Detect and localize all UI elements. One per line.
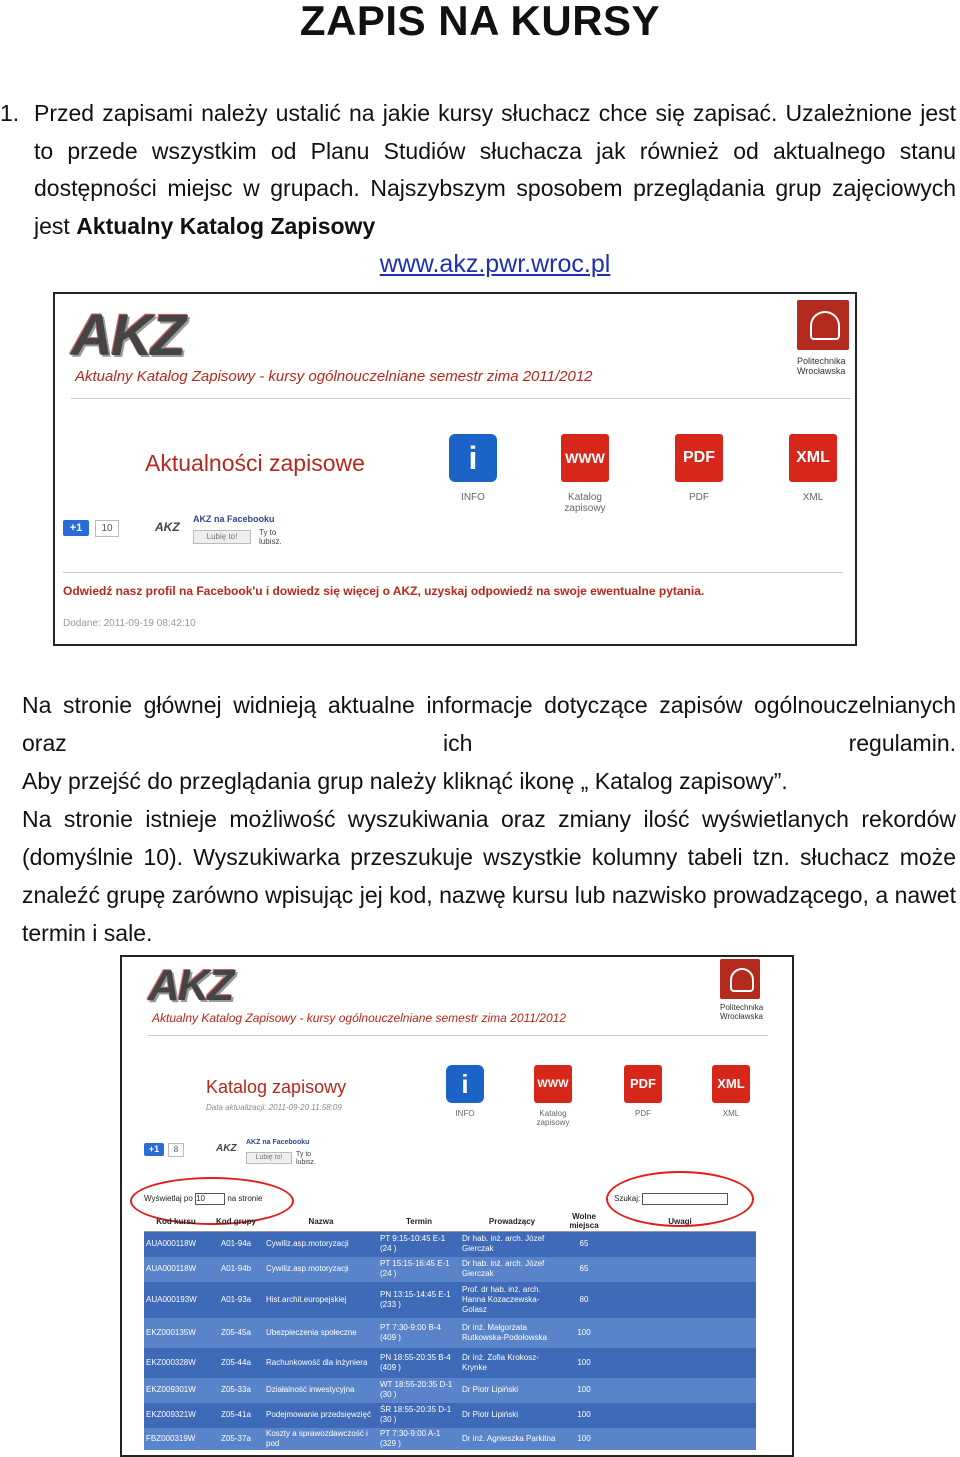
pwr-name: Politechnika Wrocławska — [797, 356, 846, 376]
gplus-count: 8 — [168, 1143, 184, 1157]
table-cell: Z05-37a — [208, 1428, 264, 1450]
news-date: Dodane: 2011-09-19 08:42:10 — [63, 618, 196, 629]
table-row[interactable] — [144, 1318, 756, 1348]
page-length-select[interactable]: 10 — [195, 1193, 225, 1205]
table-row[interactable] — [144, 1257, 756, 1282]
divider — [63, 572, 843, 573]
table-cell — [604, 1403, 756, 1428]
xml-label[interactable]: XML — [802, 492, 824, 503]
list-number: 1. — [0, 100, 20, 126]
screenshot-akz-home — [53, 292, 857, 646]
akz-link[interactable]: www.akz.pwr.wroc.pl — [379, 250, 611, 278]
xml-icon[interactable]: XML — [712, 1065, 750, 1103]
akz-logo[interactable]: AKZ — [71, 303, 185, 368]
table-cell — [604, 1257, 756, 1282]
table-cell: PN 18:55-20:35 B-4 (409 ) — [378, 1348, 460, 1378]
table-cell — [604, 1318, 756, 1348]
table-row[interactable] — [144, 1428, 756, 1450]
fb-page-link[interactable]: AKZ na Facebooku — [193, 514, 275, 524]
fb-akz-logo: AKZ — [216, 1143, 237, 1154]
table-cell: FBZ000319W — [144, 1428, 208, 1450]
course-table — [144, 1211, 756, 1450]
page-length-label: Wyświetlaj po — [144, 1194, 193, 1204]
table-cell — [604, 1232, 756, 1257]
table-cell: A01-93a — [208, 1282, 264, 1318]
akz-logo[interactable]: AKZ — [148, 961, 233, 1010]
table-cell: Dr hab. inż. arch. Józef Gierczak — [460, 1257, 564, 1282]
info-icon[interactable]: i — [449, 434, 497, 482]
table-cell: Rachunkowość dla inżyniera — [264, 1348, 378, 1378]
table-cell: Z05-33a — [208, 1378, 264, 1403]
catalog-label[interactable]: Katalog zapisowy — [536, 1109, 570, 1127]
gplus-button[interactable]: +1 — [144, 1143, 164, 1156]
table-cell: EKZ009301W — [144, 1378, 208, 1403]
table-cell: EKZ000135W — [144, 1318, 208, 1348]
pdf-label[interactable]: PDF — [635, 1109, 651, 1118]
table-cell: ŚR 18:55-20:35 D-1 (30 ) — [378, 1403, 460, 1428]
news-message: Odwiedź nasz profil na Facebook'u i dowiedz się więcej o AKZ, uzyskaj odpowiedź na swoje ewentualne pytania. — [63, 584, 705, 598]
pdf-label[interactable]: PDF — [689, 492, 709, 503]
table-cell: AUA000193W — [144, 1282, 208, 1318]
table-cell: 65 — [564, 1232, 604, 1257]
fb-like-status: Ty to lubisz. — [259, 528, 282, 546]
gplus-button[interactable]: +1 — [63, 520, 89, 536]
col-header[interactable]: Prowadzący — [460, 1211, 564, 1232]
table-cell: Ubezpieczenia społeczne — [264, 1318, 378, 1348]
pwr-crest-icon — [720, 959, 760, 999]
fb-like-button[interactable]: Lubię to! — [193, 530, 251, 544]
table-cell — [604, 1378, 756, 1403]
table-cell: Hist.archit.europejskiej — [264, 1282, 378, 1318]
pdf-icon[interactable]: PDF — [624, 1065, 662, 1103]
screenshot-akz-catalog — [120, 955, 794, 1457]
table-cell: Cywiliz.asp.motoryzacji — [264, 1257, 378, 1282]
table-cell: WT 18:55-20:35 D-1 (30 ) — [378, 1378, 460, 1403]
www-icon[interactable]: WWW — [534, 1065, 572, 1103]
paragraph-2: Na stronie głównej widnieją aktualne informacje dotyczące zapisów ogólnouczelnianych oraz ich regulamin. — [22, 692, 956, 756]
intro-paragraph — [34, 95, 956, 245]
intro-text: Przed zapisami należy ustalić na jakie kursy słuchacz chce się zapisać. Uzależnione jest to przede wszystkim od Planu Studiów słuchacza jak również od aktualnego stanu dostępności miejsc w grupach. Najszybszym sposobem przeglądania grup zajęciowych jest — [34, 100, 956, 239]
table-cell: Cywiliz.asp.motoryzacji — [264, 1232, 378, 1257]
table-cell: A01-94a — [208, 1232, 264, 1257]
table-cell: Z05-45a — [208, 1318, 264, 1348]
pwr-crest-icon — [797, 300, 849, 350]
table-row[interactable] — [144, 1403, 756, 1428]
pdf-icon[interactable]: PDF — [675, 434, 723, 482]
info-label[interactable]: INFO — [455, 1109, 475, 1118]
fb-like-button[interactable]: Lubię to! — [246, 1152, 292, 1164]
col-header[interactable]: Kod kursu — [144, 1211, 208, 1232]
col-header[interactable]: Nazwa — [264, 1211, 378, 1232]
info-icon[interactable]: i — [446, 1065, 484, 1103]
table-cell: 65 — [564, 1257, 604, 1282]
table-cell: Koszty a sprawozdawczość i pod — [264, 1428, 378, 1450]
table-row[interactable] — [144, 1282, 756, 1318]
update-date: Data aktualizacji: 2011-09-20 11:58:09 — [206, 1103, 342, 1112]
xml-icon[interactable]: XML — [789, 434, 837, 482]
table-cell: Dr Piotr Lipiński — [460, 1378, 564, 1403]
paragraph-4: Na stronie istnieje możliwość wyszukiwania oraz zmiany ilość wyświetlanych rekordów (domyślnie 10). Wyszukiwarka przeszukuje wszystkie kolumny tabeli tzn. słuchacz może znaleźć grupę zarówno wpisując jej kod, nazwę kursu lub nazwisko prowadzącego, a nawet termin i sale. — [22, 806, 956, 946]
table-cell: Z05-41a — [208, 1403, 264, 1428]
fb-akz-logo: AKZ — [155, 520, 180, 534]
table-cell — [604, 1282, 756, 1318]
table-cell: AUA000118W — [144, 1257, 208, 1282]
col-header[interactable]: Kod grupy — [208, 1211, 264, 1232]
fb-page-link[interactable]: AKZ na Facebooku — [246, 1139, 310, 1146]
search-label: Szukaj: — [614, 1194, 641, 1204]
table-row[interactable] — [144, 1378, 756, 1403]
table-cell: Dr hab. inż. arch. Józef Gierczak — [460, 1232, 564, 1257]
gplus-count: 10 — [95, 520, 119, 537]
table-cell — [604, 1428, 756, 1450]
table-cell: 100 — [564, 1403, 604, 1428]
table-cell: Działalność inwestycyjna — [264, 1378, 378, 1403]
table-cell: 100 — [564, 1348, 604, 1378]
table-cell: 100 — [564, 1378, 604, 1403]
section-title: Katalog zapisowy — [206, 1077, 347, 1097]
divider — [148, 1035, 768, 1036]
table-cell: Dr inż. Zofia Krokosz-Krynke — [460, 1348, 564, 1378]
www-icon[interactable]: WWW — [561, 434, 609, 482]
info-label[interactable]: INFO — [461, 492, 485, 503]
table-cell: EKZ009321W — [144, 1403, 208, 1428]
page-length-suffix: na stronie — [227, 1194, 263, 1204]
table-row[interactable] — [144, 1232, 756, 1257]
col-header[interactable]: Termin — [378, 1211, 460, 1232]
table-cell — [604, 1348, 756, 1378]
table-cell: Prof. dr hab. inż. arch. Hanna Kozaczewska-Golasz — [460, 1282, 564, 1318]
akz-subtitle: Aktualny Katalog Zapisowy - kursy ogólnouczelniane semestr zima 2011/2012 — [75, 368, 593, 385]
catalog-label[interactable]: Katalog zapisowy — [564, 492, 606, 514]
table-cell: 80 — [564, 1282, 604, 1318]
intro-bold: Aktualny Katalog Zapisowy — [76, 212, 376, 239]
table-cell: AUA000118W — [144, 1232, 208, 1257]
table-cell: Dr inż. Małgorzata Rutkowska-Podołowska — [460, 1318, 564, 1348]
table-cell: EKZ000328W — [144, 1348, 208, 1378]
table-header — [144, 1211, 756, 1232]
col-header[interactable]: Uwagi — [604, 1211, 756, 1232]
pwr-name: Politechnika Wrocławska — [720, 1003, 764, 1021]
table-cell: PT 15:15-16:45 E-1 (24 ) — [378, 1257, 460, 1282]
fb-like-status: Ty to lubisz. — [296, 1151, 316, 1166]
section-title: Aktualności zapisowe — [145, 450, 365, 476]
table-cell: PT 7:30-9:00 A-1 (329 ) — [378, 1428, 460, 1450]
table-cell: 100 — [564, 1318, 604, 1348]
col-header[interactable]: Wolne miejsca — [564, 1211, 604, 1232]
table-cell: PT 9:15-10:45 E-1 (24 ) — [378, 1232, 460, 1257]
divider — [71, 398, 851, 399]
table-cell: Dr Piotr Lipiński — [460, 1403, 564, 1428]
page-title: ZAPIS NA KURSY — [299, 0, 661, 44]
table-cell: Dr inż. Agnieszka Parkitna — [460, 1428, 564, 1450]
table-cell: Podejmowanie przedsięwzięć — [264, 1403, 378, 1428]
table-cell: PT 7:30-9:00 B-4 (409 ) — [378, 1318, 460, 1348]
table-row[interactable] — [144, 1348, 756, 1378]
table-cell: 100 — [564, 1428, 604, 1450]
table-cell: A01-94b — [208, 1257, 264, 1282]
akz-subtitle: Aktualny Katalog Zapisowy - kursy ogólnouczelniane semestr zima 2011/2012 — [152, 1011, 566, 1025]
xml-label[interactable]: XML — [722, 1109, 740, 1118]
table-cell: Z05-44a — [208, 1348, 264, 1378]
table-cell: PN 13:15-14:45 E-1 (233 ) — [378, 1282, 460, 1318]
paragraph-3: Aby przejść do przeglądania grup należy kliknąć ikonę „ Katalog zapisowy”. — [22, 768, 788, 794]
